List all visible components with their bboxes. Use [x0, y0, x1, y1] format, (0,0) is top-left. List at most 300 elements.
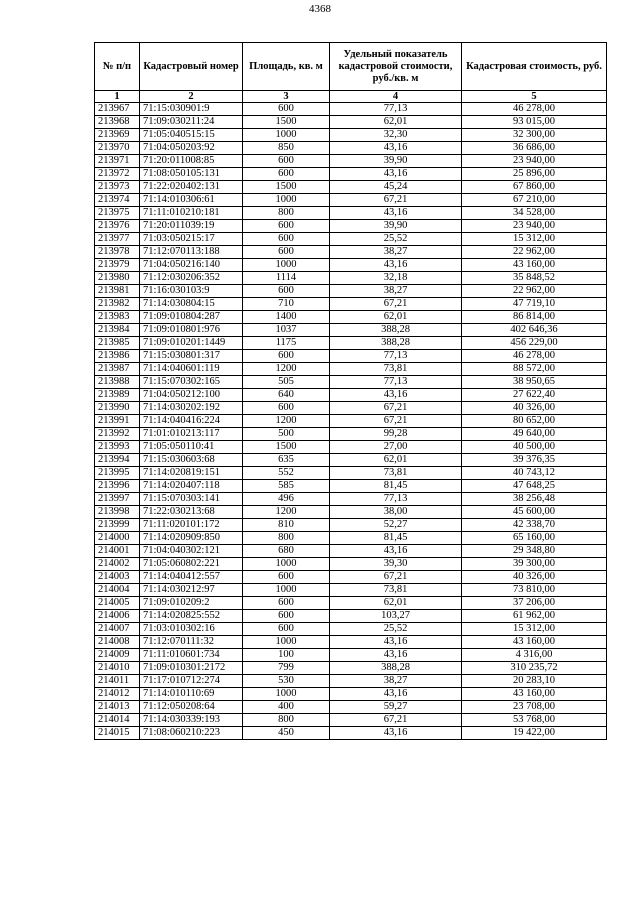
specific-value-cell: 388,28 [330, 324, 462, 337]
row-number-cell: 214000 [95, 532, 140, 545]
cadastral-value-cell: 36 686,00 [462, 142, 607, 155]
cadastral-value-cell: 46 278,00 [462, 350, 607, 363]
table-row [95, 402, 607, 415]
specific-value-cell: 52,27 [330, 519, 462, 532]
area-cell: 600 [243, 233, 330, 246]
specific-value-cell: 43,16 [330, 168, 462, 181]
cadastral-value-cell: 65 160,00 [462, 532, 607, 545]
area-cell: 600 [243, 220, 330, 233]
row-number-cell: 213975 [95, 207, 140, 220]
table-row [95, 545, 607, 558]
header-specific-value: Удельный показатель кадастровой стоимости, руб./кв. м [330, 43, 462, 91]
cadastral-value-cell: 61 962,00 [462, 610, 607, 623]
area-cell: 600 [243, 571, 330, 584]
specific-value-cell: 73,81 [330, 584, 462, 597]
cadastral-number-cell: 71:22:030213:68 [140, 506, 243, 519]
row-number-cell: 213997 [95, 493, 140, 506]
cadastral-number-cell: 71:09:010801:976 [140, 324, 243, 337]
area-cell: 600 [243, 350, 330, 363]
table-row [95, 168, 607, 181]
cadastral-value-cell: 25 896,00 [462, 168, 607, 181]
table-row [95, 376, 607, 389]
specific-value-cell: 43,16 [330, 259, 462, 272]
specific-value-cell: 67,21 [330, 194, 462, 207]
cadastral-number-cell: 71:14:010110:69 [140, 688, 243, 701]
row-number-cell: 213992 [95, 428, 140, 441]
table-row [95, 428, 607, 441]
row-number-cell: 213987 [95, 363, 140, 376]
cadastral-value-cell: 23 940,00 [462, 155, 607, 168]
cadastral-number-cell: 71:12:030206:352 [140, 272, 243, 285]
cadastral-number-cell: 71:09:010201:1449 [140, 337, 243, 350]
table-row [95, 623, 607, 636]
specific-value-cell: 62,01 [330, 311, 462, 324]
row-number-cell: 213969 [95, 129, 140, 142]
table-row [95, 116, 607, 129]
specific-value-cell: 67,21 [330, 415, 462, 428]
column-number: 5 [462, 91, 607, 103]
specific-value-cell: 45,24 [330, 181, 462, 194]
specific-value-cell: 43,16 [330, 636, 462, 649]
cadastral-value-table [94, 42, 607, 740]
row-number-cell: 213982 [95, 298, 140, 311]
area-cell: 1200 [243, 506, 330, 519]
row-number-cell: 213995 [95, 467, 140, 480]
specific-value-cell: 77,13 [330, 103, 462, 116]
cadastral-number-cell: 71:14:040601:119 [140, 363, 243, 376]
row-number-cell: 213996 [95, 480, 140, 493]
table-row [95, 532, 607, 545]
table-row [95, 155, 607, 168]
area-cell: 710 [243, 298, 330, 311]
table-row [95, 584, 607, 597]
area-cell: 1000 [243, 558, 330, 571]
cadastral-value-cell: 39 300,00 [462, 558, 607, 571]
table-row [95, 207, 607, 220]
specific-value-cell: 39,90 [330, 220, 462, 233]
cadastral-number-cell: 71:01:010213:117 [140, 428, 243, 441]
cadastral-number-cell: 71:15:030603:68 [140, 454, 243, 467]
row-number-cell: 213968 [95, 116, 140, 129]
specific-value-cell: 62,01 [330, 454, 462, 467]
area-cell: 1000 [243, 194, 330, 207]
specific-value-cell: 81,45 [330, 532, 462, 545]
cadastral-value-cell: 456 229,00 [462, 337, 607, 350]
table-row [95, 558, 607, 571]
area-cell: 552 [243, 467, 330, 480]
row-number-cell: 214014 [95, 714, 140, 727]
cadastral-number-cell: 71:05:050110:41 [140, 441, 243, 454]
cadastral-value-cell: 35 848,52 [462, 272, 607, 285]
table-row [95, 246, 607, 259]
specific-value-cell: 67,21 [330, 714, 462, 727]
area-cell: 1400 [243, 311, 330, 324]
table-row [95, 571, 607, 584]
table-row [95, 714, 607, 727]
specific-value-cell: 25,52 [330, 233, 462, 246]
specific-value-cell: 67,21 [330, 571, 462, 584]
row-number-cell: 214001 [95, 545, 140, 558]
header-cadastral-number: Кадастровый номер [140, 43, 243, 91]
area-cell: 1037 [243, 324, 330, 337]
cadastral-number-cell: 71:14:020407:118 [140, 480, 243, 493]
specific-value-cell: 25,52 [330, 623, 462, 636]
cadastral-number-cell: 71:14:040412:557 [140, 571, 243, 584]
cadastral-number-cell: 71:11:020101:172 [140, 519, 243, 532]
area-cell: 799 [243, 662, 330, 675]
specific-value-cell: 103,27 [330, 610, 462, 623]
row-number-cell: 213994 [95, 454, 140, 467]
row-number-cell: 213985 [95, 337, 140, 350]
row-number-cell: 213993 [95, 441, 140, 454]
area-cell: 1000 [243, 259, 330, 272]
row-number-cell: 213967 [95, 103, 140, 116]
cadastral-value-cell: 22 962,00 [462, 246, 607, 259]
table-row [95, 519, 607, 532]
cadastral-number-cell: 71:20:011008:85 [140, 155, 243, 168]
table-row [95, 259, 607, 272]
cadastral-number-cell: 71:14:030202:192 [140, 402, 243, 415]
specific-value-cell: 39,30 [330, 558, 462, 571]
table-row [95, 194, 607, 207]
row-number-cell: 213973 [95, 181, 140, 194]
table-row [95, 285, 607, 298]
specific-value-cell: 43,16 [330, 727, 462, 740]
table-body [95, 103, 607, 740]
row-number-cell: 213971 [95, 155, 140, 168]
cadastral-value-cell: 32 300,00 [462, 129, 607, 142]
row-number-cell: 213983 [95, 311, 140, 324]
specific-value-cell: 67,21 [330, 402, 462, 415]
table-row [95, 597, 607, 610]
area-cell: 500 [243, 428, 330, 441]
specific-value-cell: 43,16 [330, 207, 462, 220]
row-number-cell: 214009 [95, 649, 140, 662]
table-row [95, 181, 607, 194]
row-number-cell: 213980 [95, 272, 140, 285]
row-number-cell: 214003 [95, 571, 140, 584]
table-row [95, 727, 607, 740]
row-number-cell: 214005 [95, 597, 140, 610]
row-number-cell: 214013 [95, 701, 140, 714]
table-row [95, 363, 607, 376]
header-row [95, 43, 607, 91]
specific-value-cell: 73,81 [330, 363, 462, 376]
row-number-cell: 214010 [95, 662, 140, 675]
row-number-cell: 213970 [95, 142, 140, 155]
cadastral-number-cell: 71:16:030103:9 [140, 285, 243, 298]
specific-value-cell: 38,27 [330, 675, 462, 688]
cadastral-value-cell: 43 160,00 [462, 688, 607, 701]
area-cell: 450 [243, 727, 330, 740]
row-number-cell: 213978 [95, 246, 140, 259]
cadastral-number-cell: 71:11:010210:181 [140, 207, 243, 220]
column-number: 4 [330, 91, 462, 103]
area-cell: 600 [243, 597, 330, 610]
column-number: 3 [243, 91, 330, 103]
table-row [95, 649, 607, 662]
cadastral-number-cell: 71:05:060802:221 [140, 558, 243, 571]
table-row [95, 441, 607, 454]
cadastral-value-cell: 22 962,00 [462, 285, 607, 298]
cadastral-number-cell: 71:09:010301:2172 [140, 662, 243, 675]
cadastral-number-cell: 71:03:050215:17 [140, 233, 243, 246]
cadastral-number-cell: 71:08:050105:131 [140, 168, 243, 181]
specific-value-cell: 43,16 [330, 649, 462, 662]
area-cell: 505 [243, 376, 330, 389]
cadastral-value-cell: 23 940,00 [462, 220, 607, 233]
row-number-cell: 213990 [95, 402, 140, 415]
specific-value-cell: 38,27 [330, 285, 462, 298]
cadastral-number-cell: 71:17:010712:274 [140, 675, 243, 688]
cadastral-number-cell: 71:14:020819:151 [140, 467, 243, 480]
specific-value-cell: 81,45 [330, 480, 462, 493]
cadastral-value-cell: 402 646,36 [462, 324, 607, 337]
area-cell: 1000 [243, 129, 330, 142]
cadastral-value-cell: 15 312,00 [462, 623, 607, 636]
row-number-cell: 214007 [95, 623, 140, 636]
cadastral-value-cell: 38 256,48 [462, 493, 607, 506]
specific-value-cell: 77,13 [330, 376, 462, 389]
area-cell: 1000 [243, 584, 330, 597]
cadastral-number-cell: 71:04:050216:140 [140, 259, 243, 272]
specific-value-cell: 59,27 [330, 701, 462, 714]
cadastral-number-cell: 71:14:040416:224 [140, 415, 243, 428]
area-cell: 600 [243, 610, 330, 623]
specific-value-cell: 388,28 [330, 662, 462, 675]
row-number-cell: 213979 [95, 259, 140, 272]
cadastral-value-cell: 42 338,70 [462, 519, 607, 532]
area-cell: 1114 [243, 272, 330, 285]
column-number-row [95, 91, 607, 103]
area-cell: 600 [243, 155, 330, 168]
row-number-cell: 213989 [95, 389, 140, 402]
area-cell: 496 [243, 493, 330, 506]
cadastral-value-cell: 40 326,00 [462, 571, 607, 584]
area-cell: 680 [243, 545, 330, 558]
area-cell: 600 [243, 402, 330, 415]
area-cell: 810 [243, 519, 330, 532]
cadastral-number-cell: 71:15:070303:141 [140, 493, 243, 506]
row-number-cell: 214008 [95, 636, 140, 649]
table-row [95, 272, 607, 285]
cadastral-value-cell: 27 622,40 [462, 389, 607, 402]
cadastral-value-cell: 40 500,00 [462, 441, 607, 454]
table-row [95, 506, 607, 519]
cadastral-number-cell: 71:14:020825:552 [140, 610, 243, 623]
table-row [95, 142, 607, 155]
header-area: Площадь, кв. м [243, 43, 330, 91]
cadastral-number-cell: 71:12:070111:32 [140, 636, 243, 649]
area-cell: 1000 [243, 688, 330, 701]
specific-value-cell: 43,16 [330, 142, 462, 155]
cadastral-value-cell: 20 283,10 [462, 675, 607, 688]
row-number-cell: 213999 [95, 519, 140, 532]
area-cell: 530 [243, 675, 330, 688]
area-cell: 100 [243, 649, 330, 662]
specific-value-cell: 32,30 [330, 129, 462, 142]
cadastral-number-cell: 71:20:011039:19 [140, 220, 243, 233]
specific-value-cell: 77,13 [330, 493, 462, 506]
row-number-cell: 213988 [95, 376, 140, 389]
specific-value-cell: 27,00 [330, 441, 462, 454]
cadastral-value-cell: 40 326,00 [462, 402, 607, 415]
table-row [95, 467, 607, 480]
row-number-cell: 214015 [95, 727, 140, 740]
cadastral-value-cell: 23 708,00 [462, 701, 607, 714]
area-cell: 1175 [243, 337, 330, 350]
specific-value-cell: 32,18 [330, 272, 462, 285]
cadastral-value-cell: 310 235,72 [462, 662, 607, 675]
row-number-cell: 213986 [95, 350, 140, 363]
cadastral-value-cell: 45 600,00 [462, 506, 607, 519]
table-row [95, 103, 607, 116]
area-cell: 600 [243, 168, 330, 181]
specific-value-cell: 62,01 [330, 597, 462, 610]
cadastral-value-cell: 53 768,00 [462, 714, 607, 727]
cadastral-value-cell: 43 160,00 [462, 259, 607, 272]
row-number-cell: 214002 [95, 558, 140, 571]
cadastral-value-cell: 47 719,10 [462, 298, 607, 311]
cadastral-number-cell: 71:22:020402:131 [140, 181, 243, 194]
cadastral-number-cell: 71:04:050212:100 [140, 389, 243, 402]
table-row [95, 311, 607, 324]
header-row-number: № п/п [95, 43, 140, 91]
table-row [95, 129, 607, 142]
specific-value-cell: 62,01 [330, 116, 462, 129]
cadastral-number-cell: 71:09:030211:24 [140, 116, 243, 129]
table-row [95, 415, 607, 428]
area-cell: 640 [243, 389, 330, 402]
cadastral-number-cell: 71:14:030339:193 [140, 714, 243, 727]
cadastral-value-cell: 93 015,00 [462, 116, 607, 129]
cadastral-value-cell: 67 860,00 [462, 181, 607, 194]
cadastral-value-cell: 49 640,00 [462, 428, 607, 441]
cadastral-value-cell: 29 348,80 [462, 545, 607, 558]
table-row [95, 454, 607, 467]
cadastral-number-cell: 71:09:010209:2 [140, 597, 243, 610]
row-number-cell: 213976 [95, 220, 140, 233]
cadastral-number-cell: 71:14:010306:61 [140, 194, 243, 207]
cadastral-number-cell: 71:09:010804:287 [140, 311, 243, 324]
row-number-cell: 214012 [95, 688, 140, 701]
row-number-cell: 213991 [95, 415, 140, 428]
cadastral-number-cell: 71:05:040515:15 [140, 129, 243, 142]
specific-value-cell: 388,28 [330, 337, 462, 350]
row-number-cell: 214004 [95, 584, 140, 597]
cadastral-value-cell: 46 278,00 [462, 103, 607, 116]
area-cell: 1500 [243, 441, 330, 454]
cadastral-value-cell: 37 206,00 [462, 597, 607, 610]
cadastral-value-cell: 73 810,00 [462, 584, 607, 597]
cadastral-number-cell: 71:12:070113:188 [140, 246, 243, 259]
cadastral-value-cell: 39 376,35 [462, 454, 607, 467]
table-row [95, 480, 607, 493]
cadastral-number-cell: 71:04:040302:121 [140, 545, 243, 558]
row-number-cell: 213981 [95, 285, 140, 298]
cadastral-value-cell: 80 652,00 [462, 415, 607, 428]
area-cell: 1500 [243, 181, 330, 194]
specific-value-cell: 43,16 [330, 389, 462, 402]
cadastral-number-cell: 71:15:030801:317 [140, 350, 243, 363]
specific-value-cell: 43,16 [330, 545, 462, 558]
cadastral-value-cell: 86 814,00 [462, 311, 607, 324]
table-row [95, 220, 607, 233]
area-cell: 1200 [243, 363, 330, 376]
cadastral-number-cell: 71:04:050203:92 [140, 142, 243, 155]
table-row [95, 337, 607, 350]
cadastral-value-cell: 38 950,65 [462, 376, 607, 389]
cadastral-value-cell: 67 210,00 [462, 194, 607, 207]
row-number-cell: 213977 [95, 233, 140, 246]
cadastral-value-cell: 15 312,00 [462, 233, 607, 246]
area-cell: 800 [243, 532, 330, 545]
cadastral-number-cell: 71:03:010302:16 [140, 623, 243, 636]
specific-value-cell: 67,21 [330, 298, 462, 311]
table-row [95, 610, 607, 623]
column-number: 1 [95, 91, 140, 103]
cadastral-number-cell: 71:15:030901:9 [140, 103, 243, 116]
area-cell: 800 [243, 714, 330, 727]
table-row [95, 688, 607, 701]
cadastral-number-cell: 71:14:020909:850 [140, 532, 243, 545]
cadastral-value-cell: 47 648,25 [462, 480, 607, 493]
specific-value-cell: 99,28 [330, 428, 462, 441]
cadastral-value-cell: 40 743,12 [462, 467, 607, 480]
area-cell: 600 [243, 103, 330, 116]
table-row [95, 675, 607, 688]
area-cell: 850 [243, 142, 330, 155]
table-row [95, 298, 607, 311]
header-cadastral-value: Кадастровая стоимость, руб. [462, 43, 607, 91]
table-row [95, 389, 607, 402]
cadastral-number-cell: 71:08:060210:223 [140, 727, 243, 740]
row-number-cell: 214006 [95, 610, 140, 623]
cadastral-number-cell: 71:14:030212:97 [140, 584, 243, 597]
table-row [95, 701, 607, 714]
specific-value-cell: 77,13 [330, 350, 462, 363]
cadastral-number-cell: 71:14:030804:15 [140, 298, 243, 311]
cadastral-value-cell: 34 528,00 [462, 207, 607, 220]
area-cell: 585 [243, 480, 330, 493]
table-row [95, 493, 607, 506]
cadastral-value-cell: 19 422,00 [462, 727, 607, 740]
specific-value-cell: 73,81 [330, 467, 462, 480]
table-row [95, 636, 607, 649]
area-cell: 1500 [243, 116, 330, 129]
specific-value-cell: 43,16 [330, 688, 462, 701]
cadastral-value-cell: 88 572,00 [462, 363, 607, 376]
page-number: 4368 [309, 3, 331, 15]
area-cell: 600 [243, 246, 330, 259]
specific-value-cell: 38,27 [330, 246, 462, 259]
cadastral-number-cell: 71:11:010601:734 [140, 649, 243, 662]
area-cell: 400 [243, 701, 330, 714]
row-number-cell: 213998 [95, 506, 140, 519]
table-row [95, 233, 607, 246]
area-cell: 635 [243, 454, 330, 467]
cadastral-number-cell: 71:15:070302:165 [140, 376, 243, 389]
area-cell: 800 [243, 207, 330, 220]
specific-value-cell: 39,90 [330, 155, 462, 168]
row-number-cell: 213984 [95, 324, 140, 337]
row-number-cell: 213972 [95, 168, 140, 181]
area-cell: 600 [243, 623, 330, 636]
specific-value-cell: 38,00 [330, 506, 462, 519]
table-row [95, 324, 607, 337]
table-row [95, 662, 607, 675]
cadastral-number-cell: 71:12:050208:64 [140, 701, 243, 714]
